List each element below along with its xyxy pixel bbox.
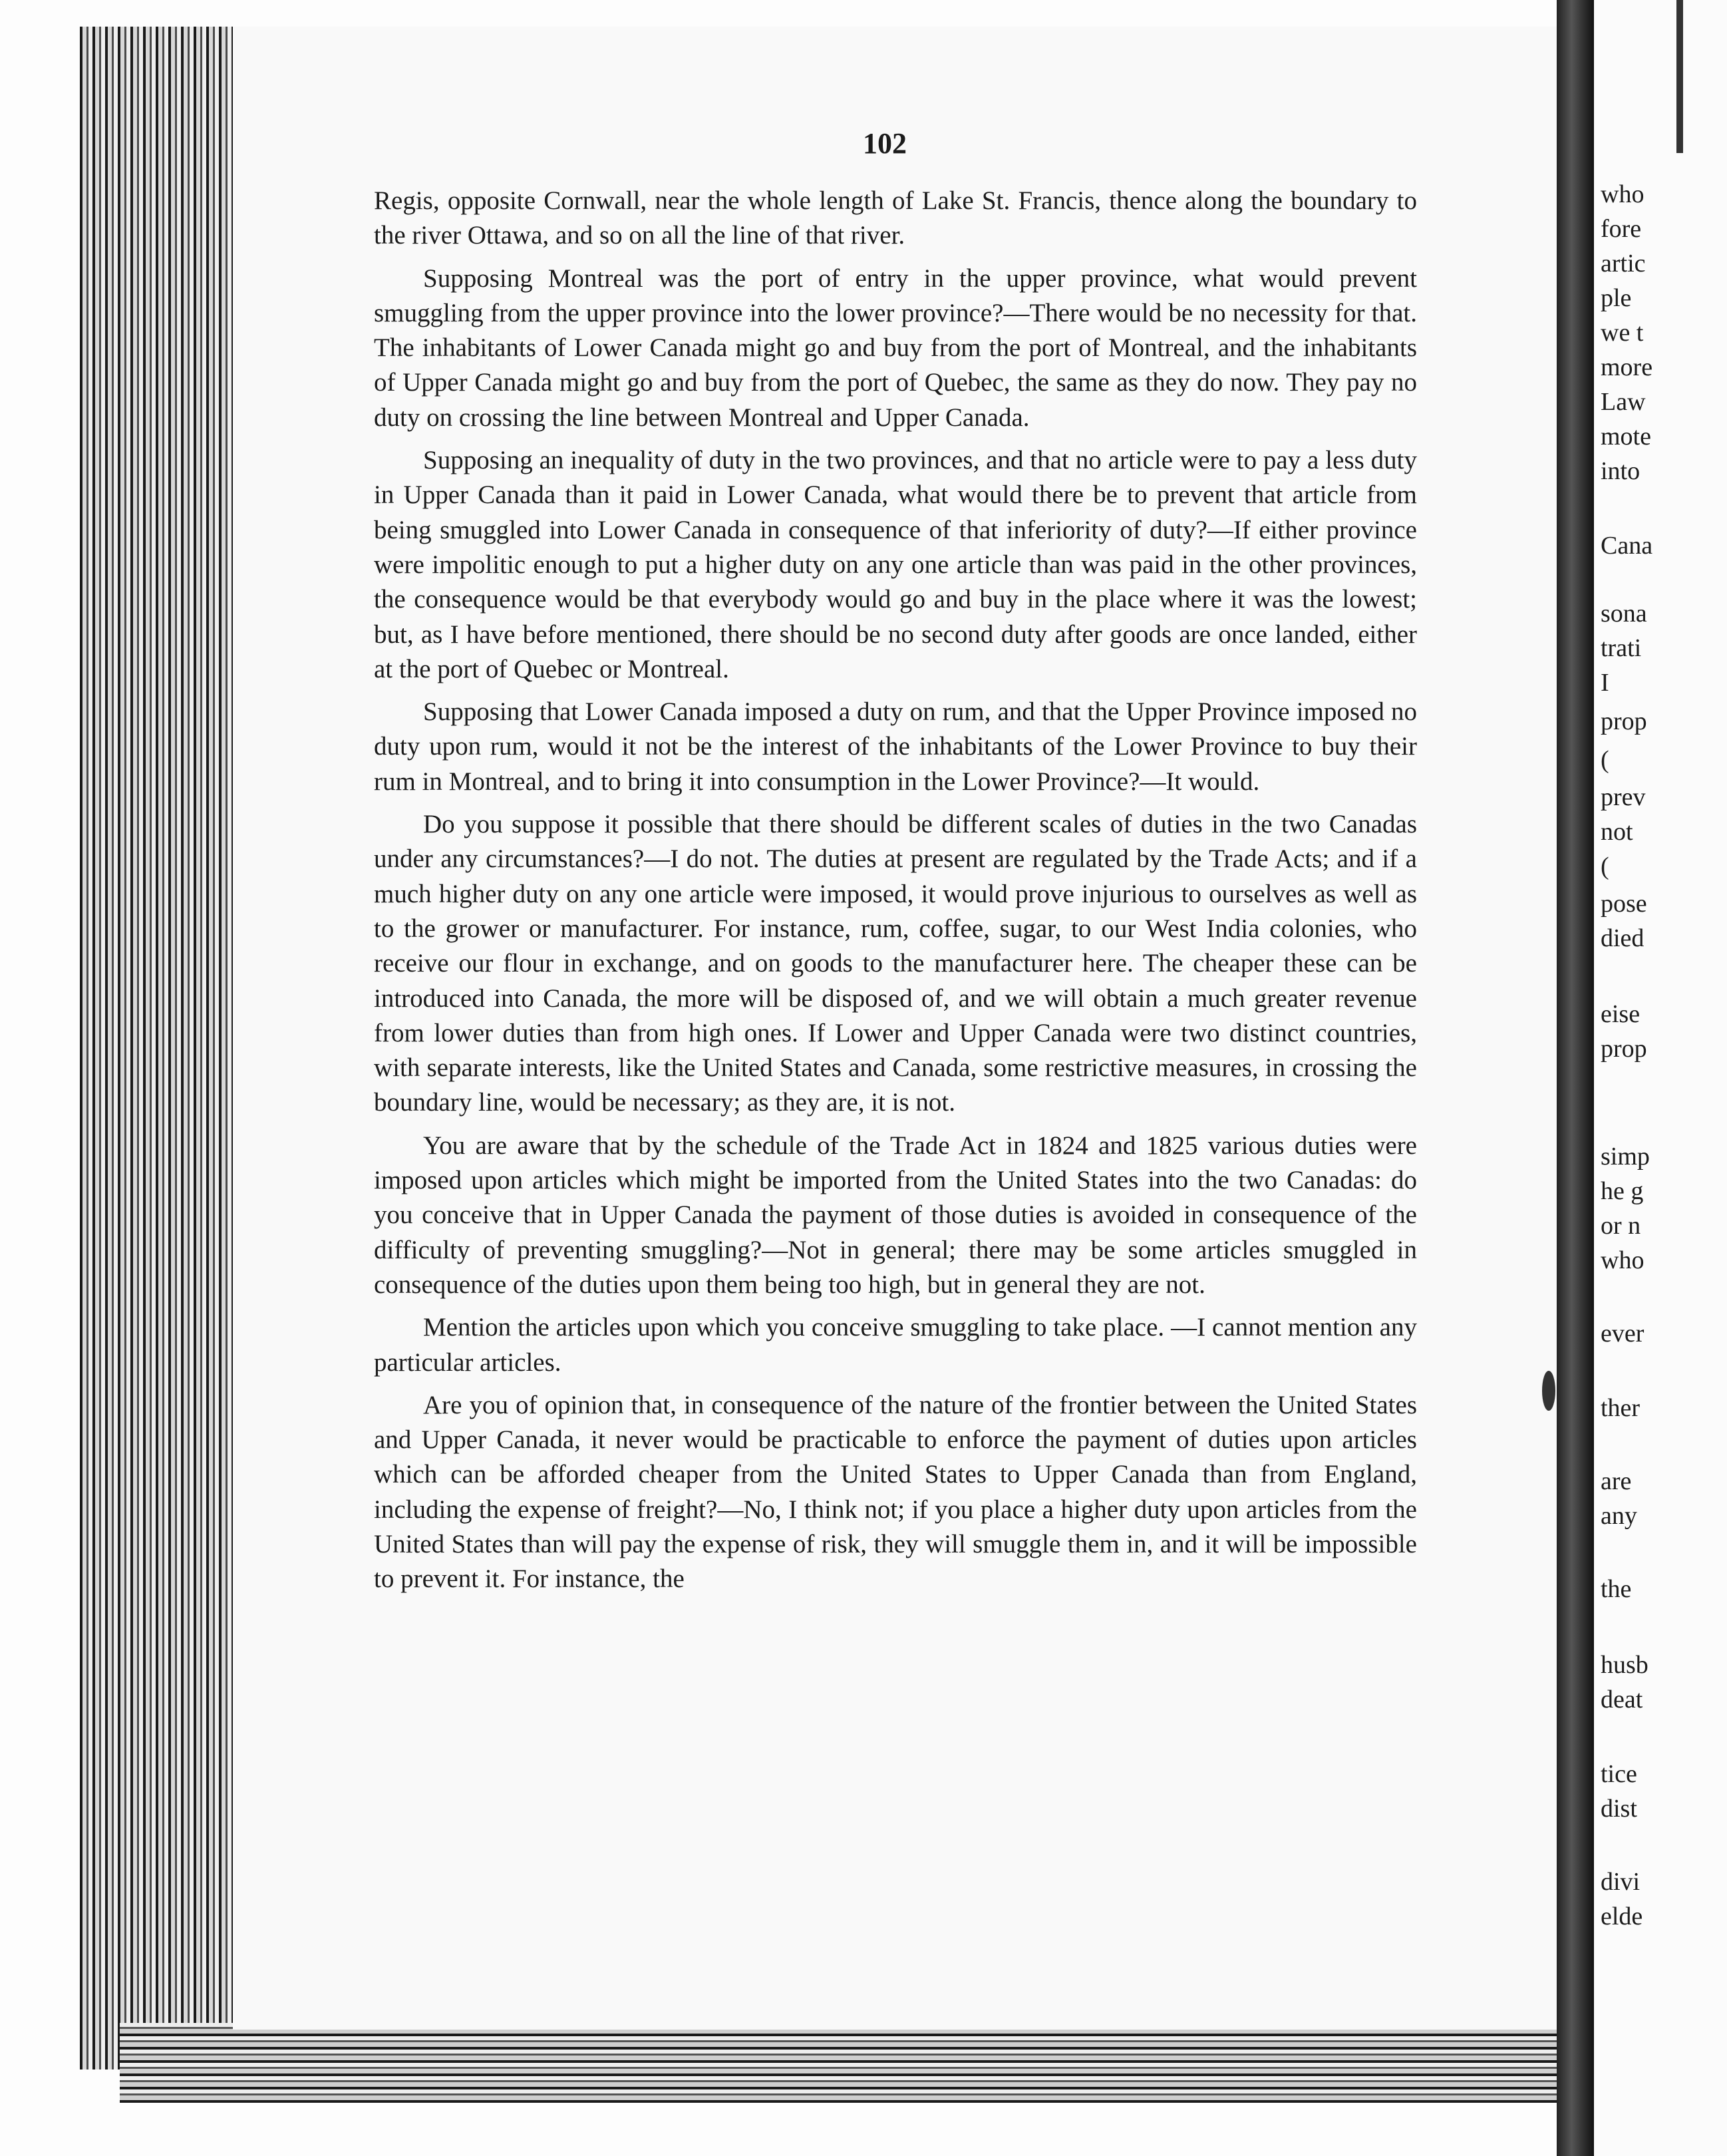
paragraph: You are aware that by the schedule of the Trade Act in 1824 and 1825 various duties were imposed upon articles which might be imported from the United States into the two Canadas: do you conceive that in Upper Canada the payment of those duties is avoided in consequence of the difficulty of preventing smuggling?—Not in general; there may be some articles smuggled in consequence of the duties upon them being too high, but in general they are not.: [374, 1131, 1417, 1299]
facing-page-fragment: husb: [1601, 1651, 1648, 1679]
paragraph: Supposing Montreal was the port of entry in the upper province, what would prevent smuggling from the upper province into the lower province?—There would be no necessity for that. The inhabitants of Lower Canada might go and buy from the port of Montreal, and the inhabitants of Upper Canada might go and buy from the port of Quebec, the same as they do now. They pay no duty on crossing the line between Montreal and Upper Canada.: [374, 264, 1417, 432]
facing-page-fragment: sona: [1601, 600, 1647, 628]
paragraph: Do you suppose it possible that there should be different scales of duties in the two Canadas under any circumstances?—I do not. The duties at present are regulated by the Trade Acts; and if a much higher duty on any one article were imposed, it would prove injurious to ourselves as well as to the grower or manufacturer. For instance, rum, coffee, sugar, to our West India colonies, who receive our flour in exchange, and on goods to the manufacturer here. The cheaper these can be introduced into Canada, the more will be disposed of, and we will obtain a much greater revenue from lower duties than from high ones. If Lower and Upper Canada were two distinct countries, with separate interests, like the United States and Canada, some restrictive measures, in crossing the boundary line, would be necessary; as they are, it is not.: [374, 810, 1417, 1117]
facing-page-fragment: any: [1601, 1502, 1637, 1530]
facing-page-fragment: he g: [1601, 1177, 1644, 1205]
binding-mark: [1676, 0, 1683, 153]
facing-page-fragment: simp: [1601, 1143, 1650, 1170]
facing-page-fragment: dist: [1601, 1795, 1637, 1823]
facing-page-fragment: or n: [1601, 1212, 1641, 1240]
facing-page-fragment: ple: [1601, 284, 1632, 312]
paragraph: Supposing that Lower Canada imposed a duty on rum, and that the Upper Province imposed no duty upon rum, would it not be the interest of the inhabitants of the Lower Province to buy their rum in Montreal, and to bring it into consumption in the Lower Province?—It would.: [374, 697, 1417, 796]
facing-page-fragment: artic: [1601, 250, 1646, 277]
page-edge-bottom: [120, 2023, 1570, 2103]
paragraph: Are you of opinion that, in consequence of the nature of the frontier between the United States and Upper Canada, it never would be practicable to enforce the payment of duties upon articles which can be afforded cheaper from the United States to Upper Canada than from England, including the expense of freight?—No, I think not; if you place a higher duty upon articles from the United States than will pay the expense of risk, they will smuggle them in, and it will be impossible to prevent it. For instance, the: [374, 1390, 1417, 1594]
facing-page-fragment: who: [1601, 180, 1645, 208]
facing-page-fragment: fore: [1601, 215, 1642, 243]
facing-page-fragment: divi: [1601, 1868, 1641, 1896]
facing-page-fragment: we t: [1601, 319, 1644, 347]
facing-page-fragment: trati: [1601, 634, 1642, 662]
book-gutter: [1557, 0, 1594, 2156]
facing-page-fragment: prop: [1601, 1035, 1647, 1063]
facing-page-fragment: pose: [1601, 890, 1647, 918]
facing-page: [1594, 0, 1727, 2156]
facing-page-fragment: prev: [1601, 783, 1646, 811]
facing-page-fragment: mote: [1601, 423, 1651, 450]
facing-page-fragment: died: [1601, 924, 1645, 952]
facing-page-fragment: prop: [1601, 707, 1647, 735]
page-body-text: [374, 184, 1417, 1605]
facing-page-fragment: tice: [1601, 1760, 1637, 1788]
paragraph: Mention the articles upon which you conceive smuggling to take place. —I cannot mention any particular articles.: [374, 1313, 1417, 1377]
ink-blot: [1542, 1371, 1555, 1411]
page-edge-stack: [80, 27, 239, 2069]
facing-page-fragment: ther: [1601, 1394, 1641, 1422]
facing-page-fragment: Cana: [1601, 532, 1653, 560]
facing-page-fragment: I: [1601, 669, 1609, 697]
facing-page-fragment: eise: [1601, 1000, 1641, 1028]
facing-page-fragment: not: [1601, 818, 1633, 846]
facing-page-fragment: deat: [1601, 1686, 1643, 1713]
facing-page-fragment: (: [1601, 852, 1609, 880]
facing-page-fragment: into: [1601, 457, 1641, 485]
paragraph: Regis, opposite Cornwall, near the whole length of Lake St. Francis, thence along the boundary to the river Ottawa, and so on all the line of that river.: [374, 186, 1417, 250]
facing-page-fragment: elde: [1601, 1902, 1643, 1930]
facing-page-fragment: are: [1601, 1467, 1632, 1495]
facing-page-fragment: Law: [1601, 388, 1646, 416]
page-number: 102: [863, 127, 907, 160]
facing-page-fragment: the: [1601, 1575, 1632, 1603]
facing-page-fragment: who: [1601, 1246, 1645, 1274]
facing-page-fragment: ever: [1601, 1320, 1645, 1348]
facing-page-fragment: more: [1601, 353, 1653, 381]
facing-page-fragment: (: [1601, 746, 1609, 774]
paragraph: Supposing an inequality of duty in the two provinces, and that no article were to pay a less duty in Upper Canada than it paid in Lower Canada, what would there be to prevent that article from being smuggled into Lower Canada in consequence of that inferiority of duty?—If either province were impolitic enough to put a higher duty on any one article than was paid in the other provinces, the consequence would be that everybody would go and buy in the place where it was the lowest; but, as I have before mentioned, there should be no second duty after goods are once landed, either at the port of Quebec or Montreal.: [374, 446, 1417, 683]
